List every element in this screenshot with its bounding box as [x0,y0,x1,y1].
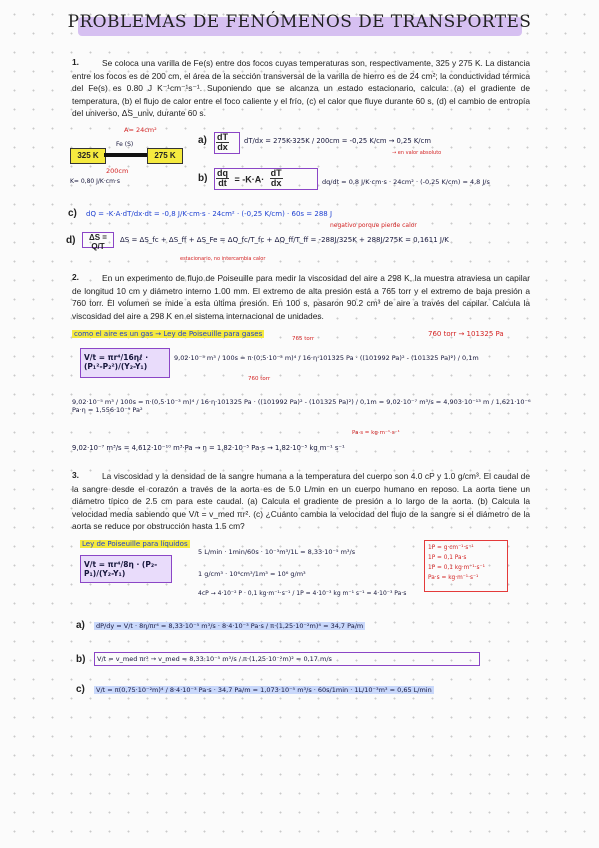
heat-flux-box: $\frac{dq}{dt}$ = -K·A· $\frac{dT}{dx}$ [214,168,318,190]
pa-unit-note: Pa·s = kg·m⁻¹·s⁻¹ [352,430,400,436]
problem-2-line-3: 9,02·10⁻⁷ m³/s = 4,612·10⁻¹⁰ m³·Pa → η = 1,82·10⁻⁵ Pa·s → 1,82·10⁻⁵ kg m⁻¹ s⁻¹ [72,444,345,452]
part-1d-note-bottom: estacionario, no intercambia calor [180,256,266,262]
units-row: 1P = g·cm⁻¹·s⁻¹ [428,545,474,551]
rod-label: Fe (S) [116,141,134,148]
problem-2-conversion: 760 torr → 101325 Pa [428,330,504,338]
poiseuille-gas-formula: V/t = πr⁴/16ηℓ · (P₁²-P₂²)/(Y₂-Y₁) [80,348,170,378]
part-1a-label: a) [198,135,207,146]
part-1d-label: d) [66,235,76,246]
poiseuille-liquid-formula: V/t = πr⁴/8η · (P₂-P₁)/(Y₂-Y₁) [80,555,172,583]
part-3a-result: dP/dy = V/t · 8η/πr⁴ = 8,33·10⁻⁵ m³/s · 8·4·10⁻³ Pa·s / π·(1,25·10⁻²m)⁴ = 34,7 Pa/m [96,622,364,630]
part-3c-result: V/t = π(0,75·10⁻²m)⁴ / 8·4·10⁻³ Pa·s · 34,7 Pa/m = 1,073·10⁻⁵ m³/s · 60s/1min · 1L/10⁻³m³ = 0,65 L/min [96,686,432,694]
problem-2-line-2: 9,02·10⁻⁵ m³ / 100s = π·(0,5·10⁻³ m)⁴ / 16·η·101325 Pa · ((101992 Pa)² - (101325 Pa)²) / 0,1m = 9,02·10⁻⁷ m³/s = 4,903·10⁻¹³ m / 1,621·10⁻⁶ Pa·η = 1,556·10⁻⁹ Pa² [72,398,531,414]
iron-rod [104,153,147,157]
problem-2-gas-note: como el aire es un gas → Ley de Poiseuille para gases [74,330,263,338]
rod-length: 200cm [106,167,129,175]
entropy-box: ΔS = Q/T [82,232,114,248]
viscosity-conversion: 4cP → 4·10⁻² P · 0,1 kg·m⁻¹·s⁻¹ / 1P = 4·10⁻³ kg m⁻¹ s⁻¹ = 4·10⁻³ Pa·s [198,590,407,597]
problem-1-text: Se coloca una varilla de Fe(s) entre dos focos cuyas temperaturas son, respectivamente, 325 y 275 K. La distancia entre los focos es de 200 cm, el área de la sección transversal de la varilla de hierro es de 24 cm²; la conductividad térmica del Fe(s) es 0.80 J K⁻¹cm⁻¹s⁻¹. Suponiendo que se alcanza un estado estacionario, calcula: (a) el gradiente de temperatura, (b) el flujo de calor entre el foco caliente y el frío, (c) el calor que fluye durante 60 s, (d) el cambio de entropía del universo, ΔS_univ, durante 60 s. [72,58,530,119]
part-3c-label: c) [76,684,85,695]
torr-760-note: 760 torr [248,376,271,382]
units-row: 1P = 0,1 Pa·s [428,555,467,561]
cold-focus: 275 K [147,148,183,164]
problem-1-number: 1. [72,57,79,67]
flow-conversion: 5 L/min · 1min/60s · 10⁻³m³/1L = 8,33·10⁻⁵ m³/s [198,548,356,556]
rod-area: A= 24cm² [124,126,157,134]
rod-diagram [70,143,184,187]
hot-focus: 325 K [70,148,106,164]
problem-3-text: La viscosidad y la densidad de la sangre humana a la temperatura del cuerpo son 4.0 cP y 1.0 g/cm³. El caudal de la sangre desde el corazón a través de la aorta es de 5.0 L/min en un cuerpo humano en reposo. La aorta tiene un diámetro típico de 2.5 cm para este caudal. (a) Calcula el gradiente de presión a lo largo de la aorta. (b) Calcula la velocidad media sabiendo que V/t = v_med πr². (c) ¿Cuánto cambia la velocidad del flujo de la sangre si el diámetro de la aorta se reduce por obstrucción hasta 1.5 cm? [72,471,530,532]
part-3a-label: a) [76,620,85,631]
problem-2-text: En un experimento de flujo de Poiseuille para medir la viscosidad del aire a 298 K, la muestra atraviesa un capilar de longitud 10 cm y diámetro interno 1.00 mm. El extremo de alta presión está a 765 torr y el extremo de baja presión a 760 torr. El volumen se mide a esta última presión. En 100 s, pasaron 90.2 cm³ de aire a través del capilar. Calcula la viscosidad del aire a 298 K en el sistema internacional de unidades. [72,273,530,321]
problem-3-liquid-note: Ley de Poiseuille para líquidos [82,540,188,548]
part-3b-result: V/t = v_med πr² → v_med = 8,33·10⁻⁵ m³/s / π·(1,25·10⁻²m)² = 0,17 m/s [94,652,480,666]
part-3b-label: b) [76,654,86,665]
problem-3-number: 3. [72,470,79,480]
problem-2-number: 2. [72,272,79,282]
part-1a-result: dT/dx = 275K-325K / 200cm = -0,25 K/cm → 0,25 K/cm [244,137,431,145]
conductivity: K= 0,80 J/K·cm·s [70,178,120,185]
units-row: Pa·s = kg·m⁻¹·s⁻¹ [428,575,479,581]
part-1d-note-top: negativo porque pierde calor [330,222,417,229]
part-1c-label: c) [68,208,77,219]
torr-765-note: 765 torr [292,336,315,342]
page-title: PROBLEMAS DE FENÓMENOS DE TRANSPORTES [67,12,532,32]
part-1a-note: → en valor absoluto [392,150,442,156]
gradient-box: $\frac{dT}{dx}$ [214,132,240,154]
units-row: 1P = 0,1 kg·m⁻¹·s⁻¹ [428,565,485,571]
part-1d-result: ΔS = ΔS_fc + ΔS_ff + ΔS_Fe = ΔQ_fc/T_fc + ΔQ_ff/T_ff = -288J/325K + 288J/275K = 0,1611 J/K [120,236,449,244]
part-1b-label: b) [198,173,208,184]
units-box [424,540,508,592]
part-1c-result: dQ = -K·A·dT/dx·dt = -0,8 J/K·cm·s · 24cm² · (-0,25 K/cm) · 60s = 288 J [86,210,333,218]
density-conversion: 1 g/cm³ · 10⁶cm³/1m³ = 10⁶ g/m³ [198,570,306,578]
problem-2-line-1: 9,02·10⁻⁵ m³ / 100s = π·(0,5·10⁻³ m)⁴ / 16·η·101325 Pa · ((101992 Pa)² - (101325 Pa)²) / 0,1m [174,354,479,362]
part-1b-result: dq/dt = 0,8 J/K·cm·s · 24cm² · (-0,25 K/cm) = 4,8 J/s [322,178,490,186]
